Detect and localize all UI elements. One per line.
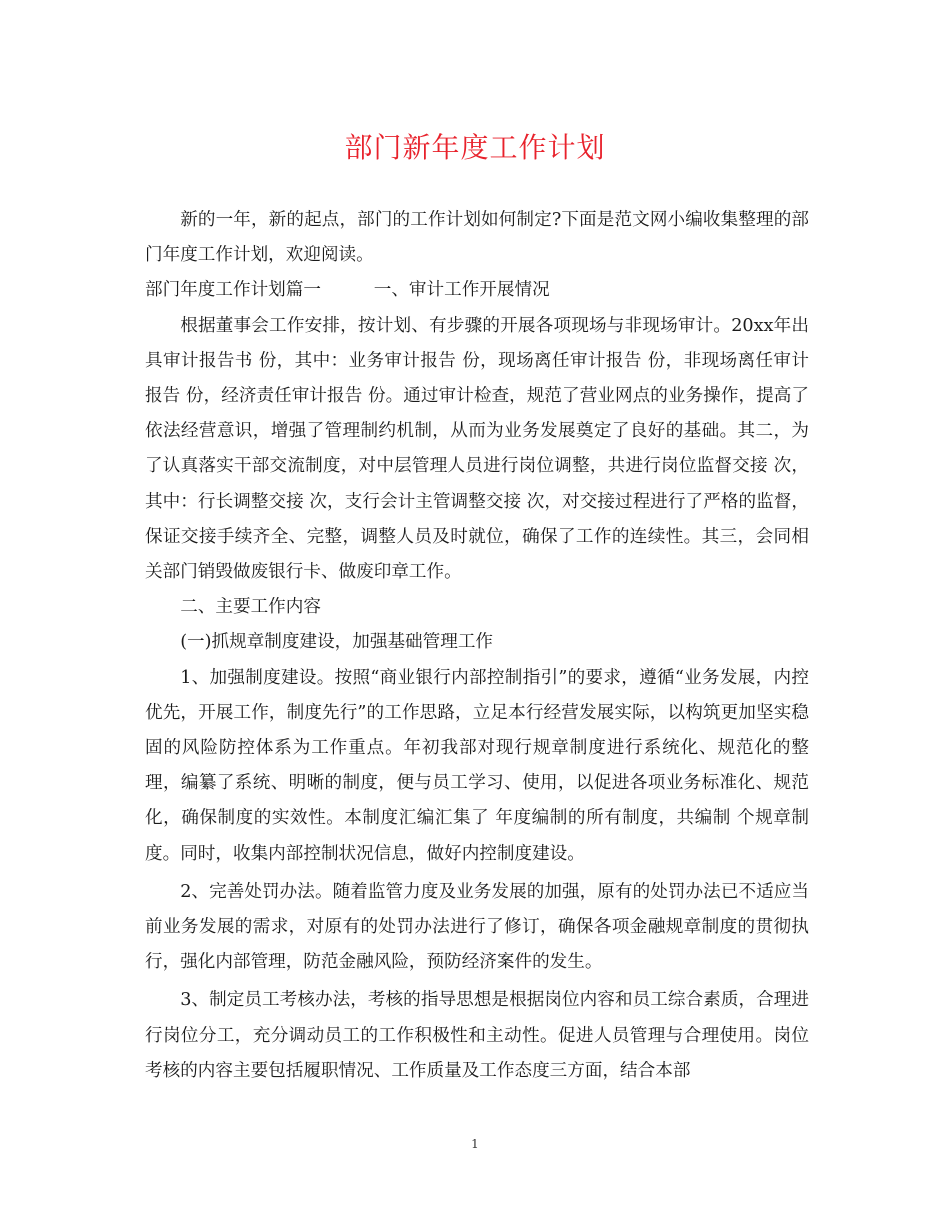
intro-paragraph: 新的一年，新的起点，部门的工作计划如何制定?下面是范文网小编收集整理的部门年度工作计划，欢迎阅读。 <box>145 210 809 266</box>
paragraph-system-building: 1、加强制度建设。按照“商业银行内部控制指引”的要求，遵循“业务发展，内控优先，开展工作，制度先行”的工作思路，立足本行经营发展实际，以构筑更加坚实稳固的风险防控体系为工作重点。年初我部对现行规章制度进行系统化、规范化的整理，编纂了系统、明晰的制度，便与员工学习、使用，以促进各项业务标准化、规范化，确保制度的实效性。本制度汇编汇集了 年度编制的所有制度，共编制 个规章制度。同时，收集内部控制状况信息，做好内控制度建设。 <box>145 667 809 864</box>
section-heading-main-work: 二、主要工作内容 <box>180 597 321 618</box>
section-heading-audit: 部门年度工作计划篇一 一、审计工作开展情况 <box>145 280 550 301</box>
paragraph-staff-assessment: 3、制定员工考核办法，考核的指导思想是根据岗位内容和员工综合素质，合理进行岗位分工，充分调动员工的工作积极性和主动性。促进人员管理与合理使用。岗位考核的内容主要包括履职情况、工作质量及工作态度三方面，结合本部 <box>145 990 809 1081</box>
document-body <box>145 203 809 1089</box>
audit-paragraph: 根据董事会工作安排，按计划、有步骤的开展各项现场与非现场审计。20xx年出具审计报告书 份，其中：业务审计报告 份，现场离任审计报告 份，非现场离任审计报告 份，经济责任审计报告 份。通过审计检查，规范了营业网点的业务操作，提高了依法经营意识，增强了管理制约机制，从而为业务发展奠定了良好的基础。其二，为了认真落实干部交流制度，对中层管理人员进行岗位调整，共进行岗位监督交接 次，其中：行长调整交接 次，支行会计主管调整交接 次，对交接过程进行了严格的监督，保证交接手续齐全、完整，调整人员及时就位，确保了工作的连续性。其三，会同相关部门销毁做废银行卡、做废印章工作。 <box>145 315 809 583</box>
page-number: 1 <box>471 1137 479 1151</box>
paragraph-penalty-measures: 2、完善处罚办法。随着监管力度及业务发展的加强，原有的处罚办法已不适应当前业务发展的需求，对原有的处罚办法进行了修订，确保各项金融规章制度的贯彻执行，强化内部管理，防范金融风险，预防经济案件的发生。 <box>145 881 809 973</box>
document-title: 部门新年度工作计划 <box>344 131 606 164</box>
subsection-heading-rules: (一)抓规章制度建设，加强基础管理工作 <box>180 632 494 653</box>
